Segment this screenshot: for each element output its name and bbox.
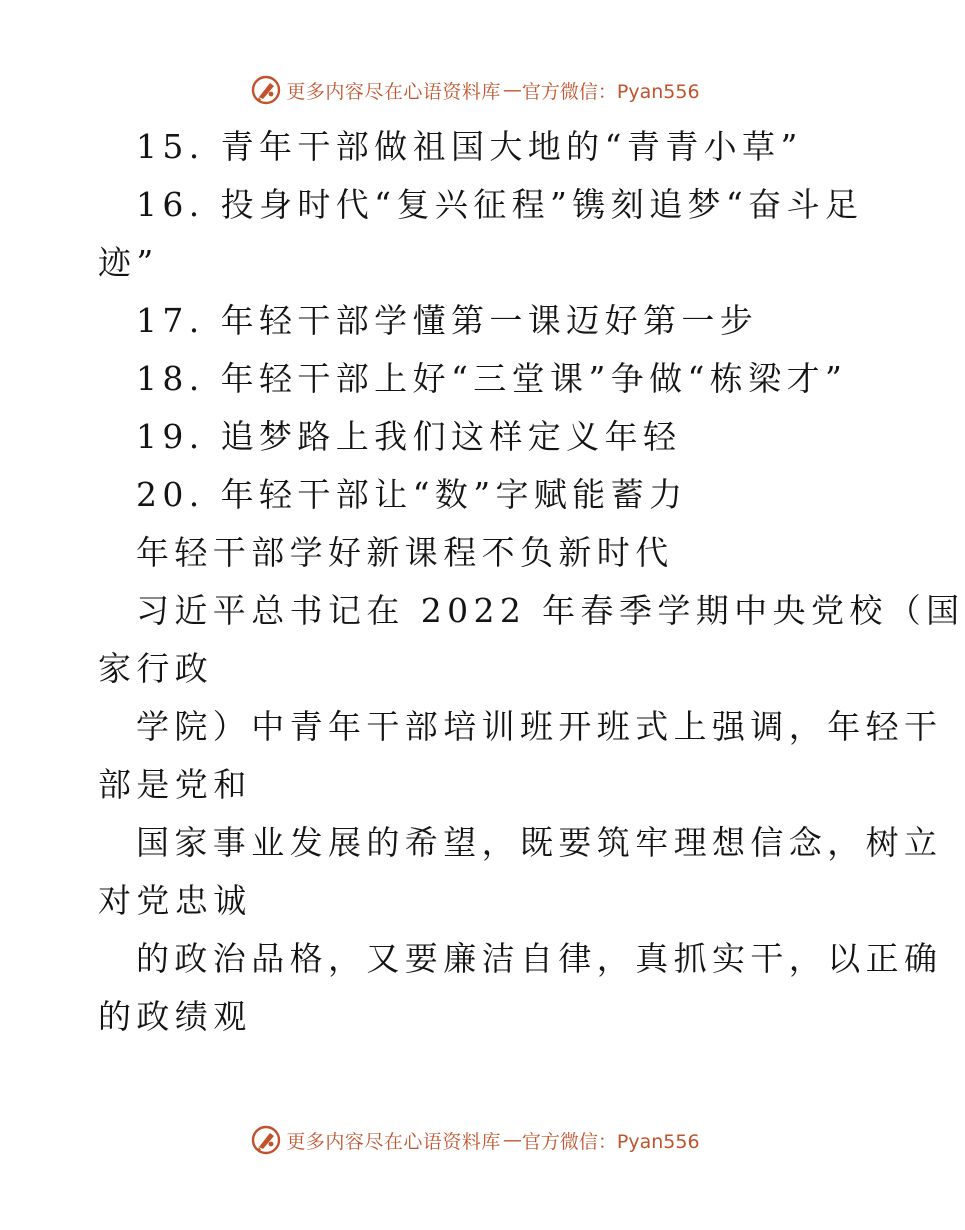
pen-seal-icon bbox=[250, 1124, 282, 1156]
text-line: 对党忠诚 bbox=[98, 881, 252, 920]
banner-separator: — bbox=[502, 1129, 522, 1151]
text-line: 20. 年轻干部让“数”字赋能蓄力 bbox=[136, 475, 688, 514]
banner-wechat: 官方微信：Pyan556 bbox=[521, 80, 700, 103]
text-line: 16. 投身时代“复兴征程”镌刻追梦“奋斗足 bbox=[136, 185, 864, 224]
text-line: 家行政 bbox=[98, 649, 214, 688]
text-line: 18. 年轻干部上好“三堂课”争做“栋梁才” bbox=[136, 359, 848, 398]
text-line: 15. 青年干部做祖国大地的“青青小草” bbox=[136, 127, 803, 166]
document-body bbox=[98, 118, 965, 1046]
pen-seal-icon bbox=[250, 74, 282, 106]
text-line: 年轻干部学好新课程不负新时代 bbox=[136, 533, 674, 572]
text-line: 部是党和 bbox=[98, 765, 252, 804]
text-line: 迹” bbox=[98, 243, 159, 282]
footer-banner bbox=[0, 1122, 950, 1158]
text-line: 的政绩观 bbox=[98, 997, 252, 1036]
banner-separator: — bbox=[502, 79, 522, 101]
text-line: 国家事业发展的希望，既要筑牢理想信念，树立 bbox=[136, 823, 943, 862]
text-line: 的政治品格，又要廉洁自律，真抓实干，以正确 bbox=[136, 939, 943, 978]
text-line: 19. 追梦路上我们这样定义年轻 bbox=[136, 417, 682, 456]
header-banner bbox=[0, 72, 950, 108]
banner-text: 更多内容尽在心语资料库 bbox=[286, 80, 501, 103]
banner-text: 更多内容尽在心语资料库 bbox=[286, 1130, 501, 1153]
text-line: 学院）中青年干部培训班开班式上强调，年轻干 bbox=[136, 707, 943, 746]
text-line: 习近平总书记在 2022 年春季学期中央党校（国 bbox=[136, 591, 965, 630]
banner-wechat: 官方微信：Pyan556 bbox=[521, 1130, 700, 1153]
text-line: 17. 年轻干部学懂第一课迈好第一步 bbox=[136, 301, 759, 340]
